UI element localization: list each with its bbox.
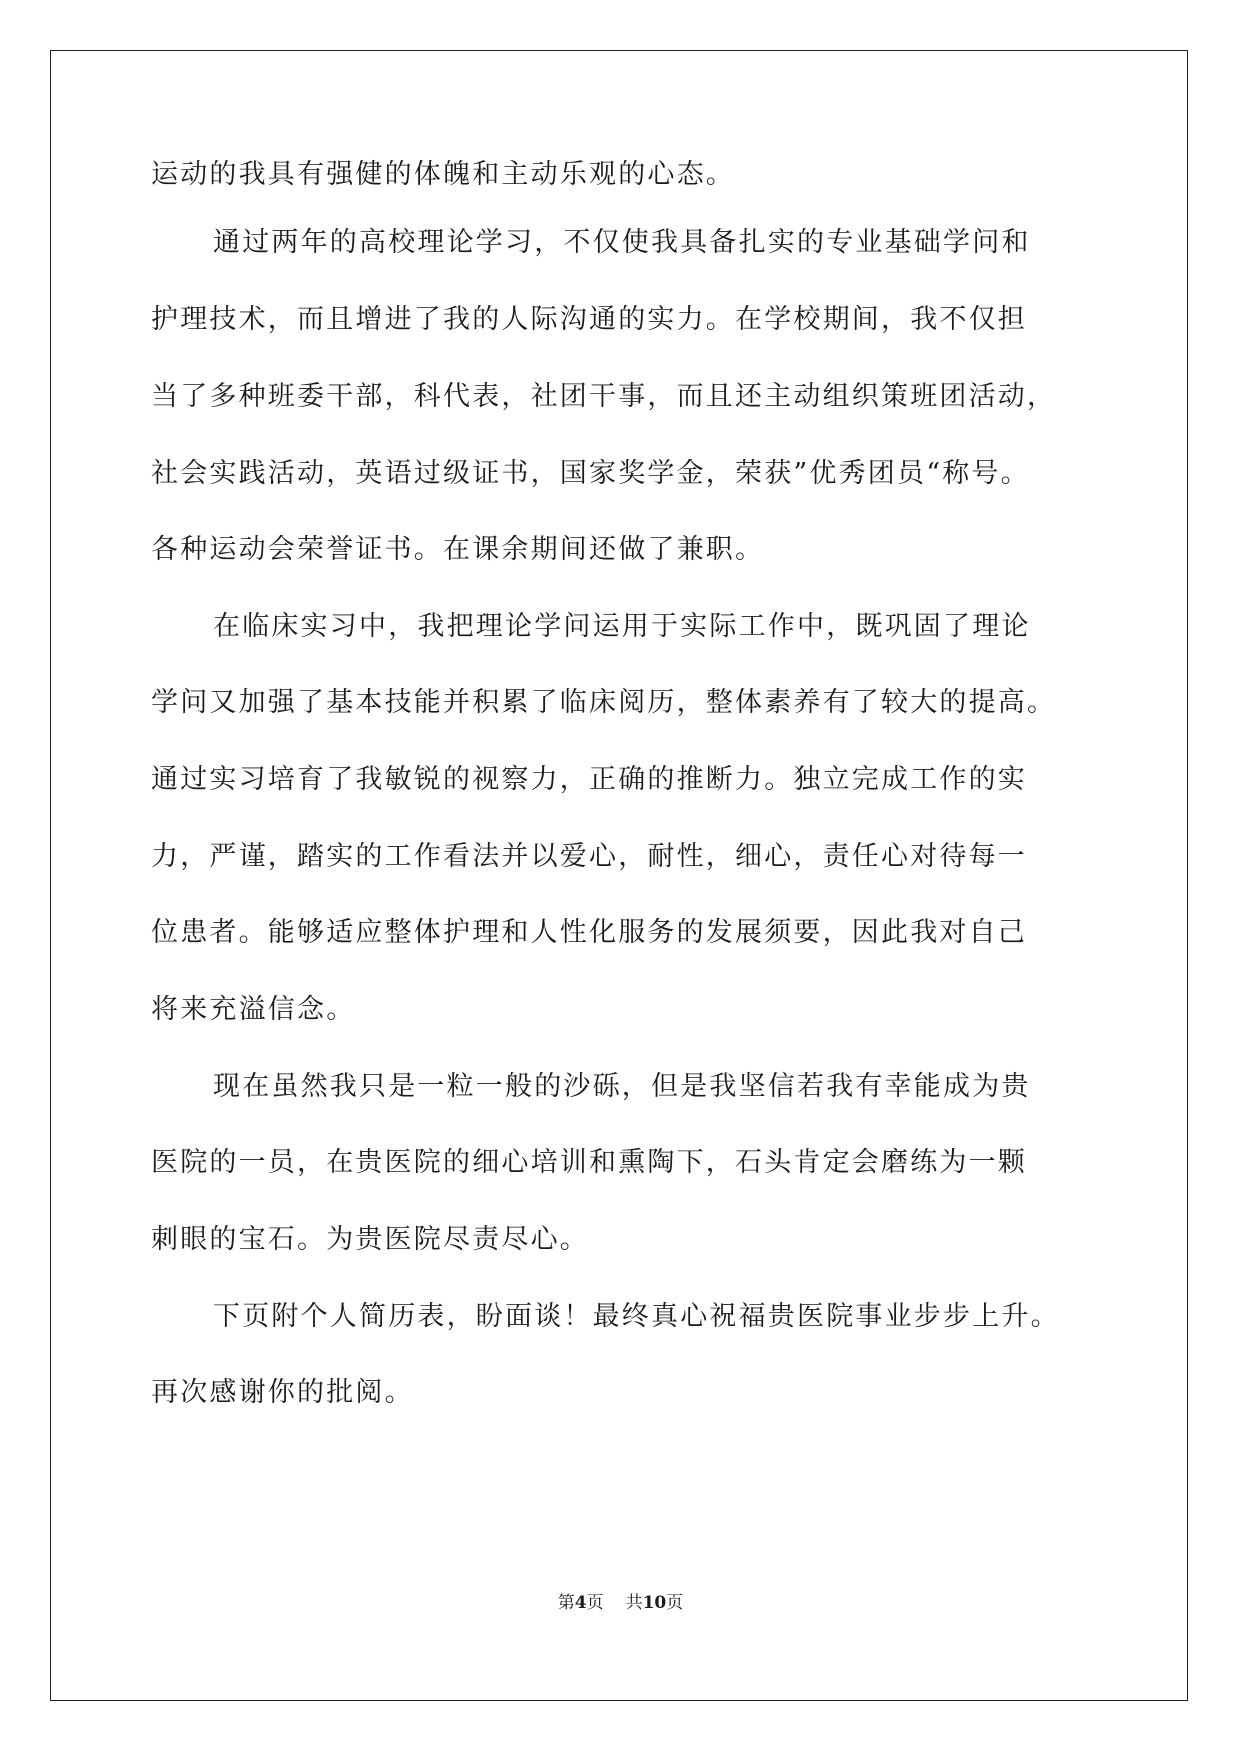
text-line: 通过实习培育了我敏锐的视察力，正确的推断力。独立完成工作的实 bbox=[151, 764, 1027, 795]
text-line: 将来充溢信念。 bbox=[151, 994, 356, 1025]
text-line: 现在虽然我只是一粒一般的沙砾，但是我坚信若我有幸能成为贵 bbox=[213, 1071, 1031, 1102]
total-pages: 10 bbox=[642, 1593, 667, 1613]
text-line: 运动的我具有强健的体魄和主动乐观的心态。 bbox=[151, 159, 735, 190]
text-line: 在临床实习中，我把理论学问运用于实际工作中，既巩固了理论 bbox=[213, 611, 1031, 642]
page-suffix: 页 bbox=[586, 1593, 604, 1613]
total-suffix: 页 bbox=[666, 1593, 684, 1613]
page-footer bbox=[0, 1591, 1241, 1615]
text-line: 护理技术，而且增进了我的人际沟通的实力。在学校期间，我不仅担 bbox=[151, 304, 1027, 335]
text-line: 再次感谢你的批阅。 bbox=[151, 1377, 414, 1408]
page-number: 4 bbox=[574, 1593, 587, 1613]
text-line: 通过两年的高校理论学习，不仅使我具备扎实的专业基础学问和 bbox=[213, 227, 1031, 258]
page-prefix: 第 bbox=[557, 1593, 575, 1613]
text-line: 力，严谨，踏实的工作看法并以爱心，耐性，细心，责任心对待每一 bbox=[151, 841, 1027, 872]
text-line: 当了多种班委干部，科代表，社团干事，而且还主动组织策班团活动， bbox=[151, 381, 1057, 412]
total-prefix: 共 bbox=[625, 1593, 643, 1613]
text-line: 社会实践活动，英语过级证书，国家奖学金，荣获”优秀团员“称号。 bbox=[151, 458, 1030, 489]
text-line: 刺眼的宝石。为贵医院尽责尽心。 bbox=[151, 1224, 589, 1255]
text-line: 下页附个人简历表，盼面谈！最终真心祝福贵医院事业步步上升。 bbox=[213, 1301, 1060, 1332]
text-line: 学问又加强了基本技能并积累了临床阅历，整体素养有了较大的提高。 bbox=[151, 687, 1057, 718]
page-border bbox=[50, 50, 1188, 1701]
text-line: 各种运动会荣誉证书。在课余期间还做了兼职。 bbox=[151, 534, 765, 565]
text-line: 位患者。能够适应整体护理和人性化服务的发展须要，因此我对自己 bbox=[151, 917, 1027, 948]
text-line: 医院的一员，在贵医院的细心培训和熏陶下，石头肯定会磨练为一颗 bbox=[151, 1147, 1027, 1178]
